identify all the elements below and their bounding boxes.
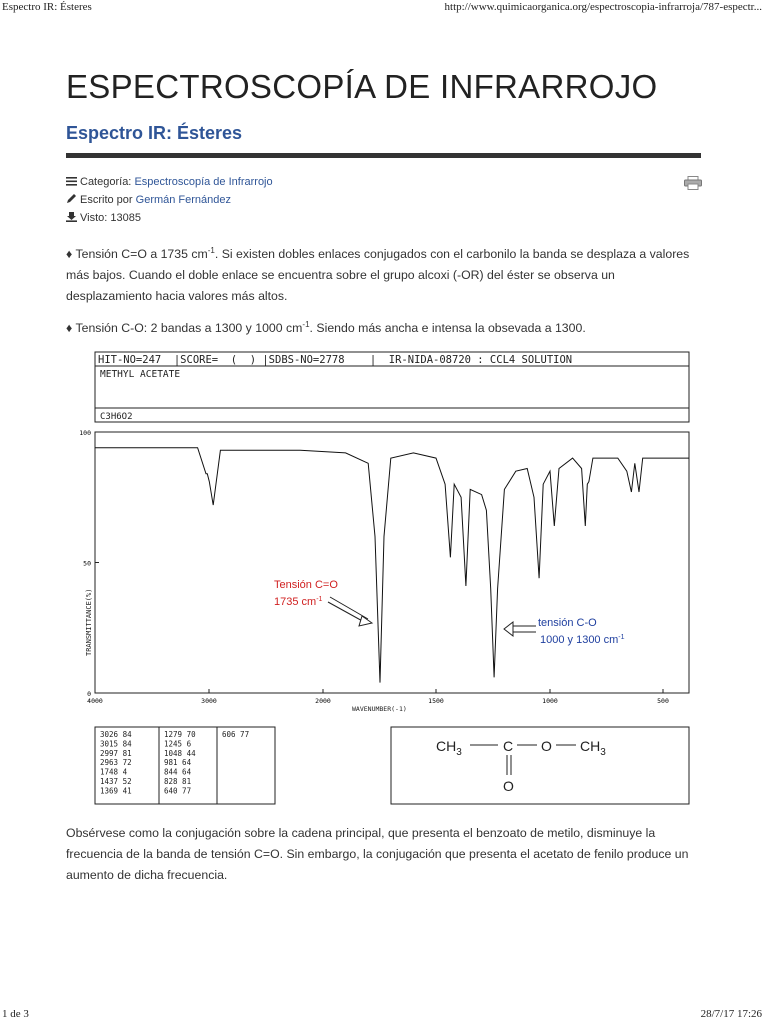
pencil-icon bbox=[66, 194, 77, 204]
peak-table-row: 1369 41 bbox=[100, 786, 132, 796]
x-tick-label: 4000 bbox=[87, 697, 103, 705]
x-tick-label: 1000 bbox=[542, 697, 558, 705]
annotation-c-o-title: tensión C-O bbox=[538, 617, 597, 629]
views-count: Visto: 13085 bbox=[80, 212, 141, 224]
category-label: Categoría: bbox=[80, 176, 132, 188]
peak-table-row: 3015 84 bbox=[100, 739, 132, 749]
author-label: Escrito por bbox=[80, 194, 133, 206]
annotation-c-o-value bbox=[540, 634, 625, 646]
peak-table-row: 1279 70 bbox=[164, 730, 196, 739]
p1-text-b: . Si existen dobles enlaces conjugados con el carbonilo la banda se desplaza a valores más bajos. Cuando el doble enlace se encuentra sobre el grupo alcoxi (-OR) del éster se observa un desplazamiento hacia valores más altos. bbox=[66, 247, 690, 304]
y-axis-label: TRANSMITTANCE(%) bbox=[85, 588, 93, 656]
author-link[interactable]: Germán Fernández bbox=[135, 194, 232, 206]
x-tick-label: 2000 bbox=[315, 697, 331, 705]
y-tick-label: 100 bbox=[79, 429, 91, 437]
download-icon bbox=[66, 212, 77, 222]
struct-ch3-left-sub: 3 bbox=[456, 747, 462, 758]
struct-ester-o: O bbox=[541, 738, 552, 754]
annotation-c-o-sup: -1 bbox=[618, 634, 625, 641]
x-tick-label: 1500 bbox=[428, 697, 444, 705]
peak-table-row: 1748 4 bbox=[100, 767, 128, 777]
ir-spectrum-figure bbox=[79, 351, 690, 805]
peak-table-row: 640 77 bbox=[164, 786, 192, 796]
x-axis-label: WAVENUMBER(-1) bbox=[352, 705, 407, 713]
page-counter: 1 de 3 bbox=[2, 1008, 29, 1020]
compound-name: METHYL ACETATE bbox=[100, 369, 181, 380]
peak-table-row: 3026 84 bbox=[100, 730, 132, 739]
peak-table-row: 606 77 bbox=[222, 730, 250, 739]
molecular-formula: C3H6O2 bbox=[100, 412, 133, 422]
x-tick-label: 500 bbox=[657, 697, 669, 705]
struct-ch3-right-sub: 3 bbox=[600, 747, 606, 758]
peak-table-row: 1048 44 bbox=[164, 748, 196, 758]
paragraph-co-stretch bbox=[66, 240, 702, 307]
peak-table-row: 2963 72 bbox=[100, 758, 132, 768]
struct-carbonyl-c: C bbox=[503, 738, 514, 754]
meta-category bbox=[66, 176, 273, 188]
paragraph-c-o-stretch bbox=[66, 314, 702, 339]
y-tick-label: 50 bbox=[83, 559, 91, 568]
peak-table-row: 828 81 bbox=[164, 777, 192, 786]
print-header bbox=[0, 0, 768, 16]
print-footer bbox=[0, 1008, 768, 1024]
annotation-c-o-value-text: 1000 y 1300 cm bbox=[540, 634, 619, 646]
title-divider bbox=[66, 153, 701, 158]
list-icon bbox=[66, 176, 77, 186]
spectrum-header-line: HIT-NO=247 |SCORE= ( ) |SDBS-NO=2778 | IR-NIDA-08720 : CCL4 SOLUTION bbox=[98, 354, 573, 366]
y-tick-label: 0 bbox=[87, 690, 91, 698]
print-date: 28/7/17 17:26 bbox=[700, 1008, 762, 1020]
peak-table-row: 2997 81 bbox=[100, 748, 132, 758]
meta-author bbox=[66, 194, 231, 206]
category-link[interactable]: Espectroscopía de Infrarrojo bbox=[134, 176, 273, 188]
peak-table-row: 844 64 bbox=[164, 767, 192, 777]
x-tick-label: 3000 bbox=[201, 697, 217, 705]
struct-ch3-right-text: CH bbox=[580, 738, 601, 754]
print-icon[interactable] bbox=[684, 176, 702, 190]
annotation-co-value-text: 1735 cm bbox=[274, 596, 317, 608]
peak-table-row: 1437 52 bbox=[100, 777, 132, 786]
p1-sup: -1 bbox=[207, 246, 215, 255]
p2-text-b: . Siendo más ancha e intensa la obsevada a 1300. bbox=[309, 321, 586, 336]
meta-views bbox=[66, 212, 141, 224]
annotation-co-value bbox=[274, 596, 323, 608]
paragraph-conjugation: Obsérvese como la conjugación sobre la cadena principal, que presenta el benzoato de metilo, disminuye la frecuencia de la banda de tensión C=O. Sin embargo, la conjugación que presenta el acetato de fenilo produce un aumento de dicha frecuencia. bbox=[66, 826, 689, 882]
struct-ch3-left-text: CH bbox=[436, 738, 457, 754]
p2-text-a: ♦ Tensión C-O: 2 bandas a 1300 y 1000 cm bbox=[66, 321, 303, 336]
peak-table-row: 981 64 bbox=[164, 758, 192, 768]
print-header-title: Espectro IR: Ésteres bbox=[2, 1, 92, 13]
page-title: ESPECTROSCOPÍA DE INFRARROJO bbox=[66, 68, 658, 105]
p1-text-a: ♦ Tensión C=O a 1735 cm bbox=[66, 247, 208, 262]
annotation-co-sup: -1 bbox=[316, 596, 323, 603]
print-header-url: http://www.quimicaorganica.org/espectroscopia-infrarroja/787-espectr... bbox=[444, 1, 762, 13]
p2-sup: -1 bbox=[302, 320, 310, 329]
struct-carbonyl-o: O bbox=[503, 778, 514, 794]
peak-table-row: 1245 6 bbox=[164, 739, 192, 749]
annotation-co-title: Tensión C=O bbox=[274, 579, 338, 591]
article-title[interactable]: Espectro IR: Ésteres bbox=[66, 123, 243, 143]
